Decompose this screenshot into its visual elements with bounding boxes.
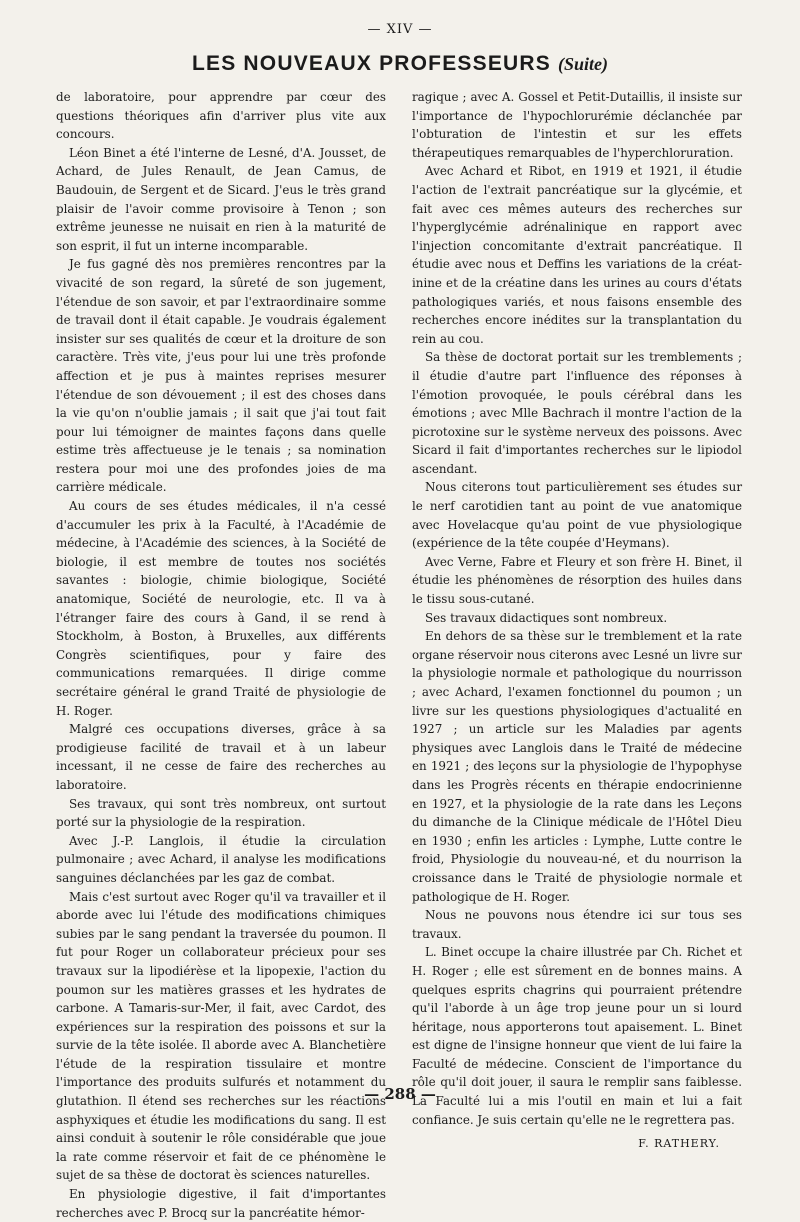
paragraph: Au cours de ses études médicales, il n'a cessé d'accumuler les prix à la Faculté, à l'Académie de médecine, à l'Académie des sciences, à la Société de biologie, il est membre de toutes nos sociétés savantes : biologie, chimie biologique, Société anatomique, Société de neurologie, etc. Il va à l'étranger faire des cours à Gand, il se rend à Stockholm, à Boston, à Bruxelles, aux différents Congrès scientifiques, pour y faire des communications remarquées. Il dirige comme secrétaire général le grand Traité de physiologie de H. Roger. bbox=[56, 499, 386, 718]
paragraph: ragique ; avec A. Gossel et Petit-Dutaillis, il insiste sur l'importance de l'hypochlorurémie déclanchée par l'obturation de l'intestin et sur les effets thérapeutiques remarquables de l'hyperchloruration. bbox=[412, 90, 742, 160]
paragraph: de laboratoire, pour apprendre par cœur des questions théoriques afin d'arriver plus vite aux concours. bbox=[56, 90, 386, 142]
paragraph: En dehors de sa thèse sur le tremblement et la rate organe réservoir nous citerons avec Lesné un livre sur la physiologie normale et pathologique du nourrisson ; avec Achard, l'examen fonctionnel du poumon ; un livre sur les questions physiologiques d'actualité en 1927 ; un article sur les Maladies par agents physiques avec Langlois dans le Traité de médecine en 1921 ; des leçons sur la physiologie de l'hypophyse dans les Progrès récents en thérapie endocrinienne en 1927, et la physiologie de la rate dans les Leçons du dimanche de la Clinique médicale de l'Hôtel Dieu en 1930 ; enfin les articles : Lymphe, Lutte contre le froid, Physiologie du nouveau-né, et du nourrison la croissance dans le Traité de physiologie normale et pathologique de H. Roger. bbox=[412, 629, 742, 904]
article-title-main: LES NOUVEAUX PROFESSEURS bbox=[191, 52, 551, 75]
page-folio: — 288 — bbox=[364, 1085, 436, 1103]
paragraph: Je fus gagné dès nos premières rencontres par la vivacité de son regard, la sûreté de son jugement, l'étendue de son savoir, et par l'extraordinaire somme de travail dont il était capable. Je voudrais également insister sur ses qualités de cœur et la droiture de son caractère. Très vite, j'eus pour lui une très profonde affection et je pus à maintes reprises mesurer l'étendue de son dévouement ; il est des choses dans la vie qu'on n'oublie jamais ; il sait que j'ai tout fait pour lui témoigner de maintes façons dans quelle estime très affectueuse je le tenais ; sa nomination restera pour moi une des profondes joies de ma carrière médicale. bbox=[56, 257, 386, 495]
paragraph: Mais c'est surtout avec Roger qu'il va travailler et il aborde avec lui l'étude des modifications chimiques subies par le sang pendant la traversée du poumon. Il fut pour Roger un collaborateur précieux pour ses travaux sur la lipodiérèse et la lipopexie, l'action du poumon sur les matières grasses et les hydrates de carbone. A Tamaris-sur-Mer, il fait, avec Cardot, des expériences sur la respiration des poissons et sur la survie de la tête isolée. Il aborde avec A. Blanchetière l'étude de la respiration tissulaire et montre l'importance des produits sulfurés et notamment du glutathion. Il étend ses recherches sur les réactions asphyxiques et étudie les modifications du sang. Il est ainsi conduit à soutenir le rôle considérable que joue la rate comme réservoir et fait de ce phénomène le sujet de sa thèse de doctorat ès sciences naturelles. bbox=[56, 889, 386, 1183]
paragraph: Malgré ces occupations diverses, grâce à sa prodigieuse facilité de travail et à un labeur incessant, il ne cesse de faire des recherches au laboratoire. bbox=[56, 722, 386, 792]
paragraph: Ses travaux, qui sont très nombreux, ont surtout porté sur la physiologie de la respiration. bbox=[56, 796, 386, 830]
paragraph: Léon Binet a été l'interne de Lesné, d'A. Jousset, de Achard, de Jules Renault, de Jean Camus, de Baudouin, de Sergent et de Sicard. J'eus le très grand plaisir de l'avoir comme provisoire à Tenon ; son extrême jeunesse ne nuisait en rien à la maturité de son esprit, il fut un interne incomparable. bbox=[56, 145, 386, 253]
paragraph: L. Binet occupe la chaire illustrée par Ch. Richet et H. Roger ; elle est sûrement en de bonnes mains. A quelques esprits chagrins qui pourraient prétendre qu'il l'aborde à un âge trop jeune pour un si lourd héritage, nous apporterons tout apaisement. L. Binet est digne de l'insigne honneur que vient de lui faire la Faculté de médecine. Conscient de l'importance du rôle qu'il doit jouer, il saura le remplir sans faiblesse. La Faculté lui a mis l'outil en main et lui a fait confiance. Je suis certain qu'elle ne le regrettera pas. bbox=[412, 945, 742, 1127]
paragraph: Avec Achard et Ribot, en 1919 et 1921, il étudie l'action de l'extrait pancréatique sur la glycémie, et fait avec ces mêmes auteurs des recherches sur l'hyperglycémie adrénalinique en rapport avec l'injection concomitante d'extrait pancréatique. Il étudie avec nous et Deffins les variations de la créat-inine et de la créatine dans les urines au cours d'états pathologiques variés, et nous faisons ensemble des recherches encore inédites sur la transplantation du rein au cou. bbox=[412, 164, 742, 346]
running-header: — XIV — bbox=[367, 22, 433, 37]
paragraph: Avec J.-P. Langlois, il étudie la circulation pulmonaire ; avec Achard, il analyse les modifications sanguines déclanchées par les gaz de combat. bbox=[56, 833, 386, 885]
paragraph: Avec Verne, Fabre et Fleury et son frère H. Binet, il étudie les phénomènes de résorption des huiles dans le tissu sous-cutané. bbox=[412, 554, 742, 607]
right-column bbox=[412, 88, 742, 1151]
article-title bbox=[0, 52, 800, 76]
article-title-suite: (Suite) bbox=[558, 54, 609, 74]
paragraph: Nous citerons tout particulièrement ses études sur le nerf carotidien tant au point de vue anatomique avec Hovelacque qu'au point de vue physiologique (expérience de la tête coupée d'Heymans). bbox=[412, 480, 742, 551]
paragraph: En physiologie digestive, il fait d'importantes recherches avec P. Brocq sur la pancréatite hémor- bbox=[56, 1187, 386, 1220]
author-signature: F. RATHERY. bbox=[638, 1137, 720, 1151]
paragraph: Ses travaux didactiques sont nombreux. bbox=[425, 610, 668, 625]
left-column bbox=[56, 88, 386, 1220]
paragraph: Nous ne pouvons nous étendre ici sur tous ses travaux. bbox=[412, 908, 742, 941]
paragraph: Sa thèse de doctorat portait sur les tremblements ; il étudie d'autre part l'influence des réponses à l'émotion provoquée, le pouls cérébral dans les émotions ; avec Mlle Bachrach il montre l'action de la picrotoxine sur le système nerveux des poissons. Avec Sicard il fait d'importantes recherches sur le lipiodol ascendant. bbox=[412, 350, 742, 476]
